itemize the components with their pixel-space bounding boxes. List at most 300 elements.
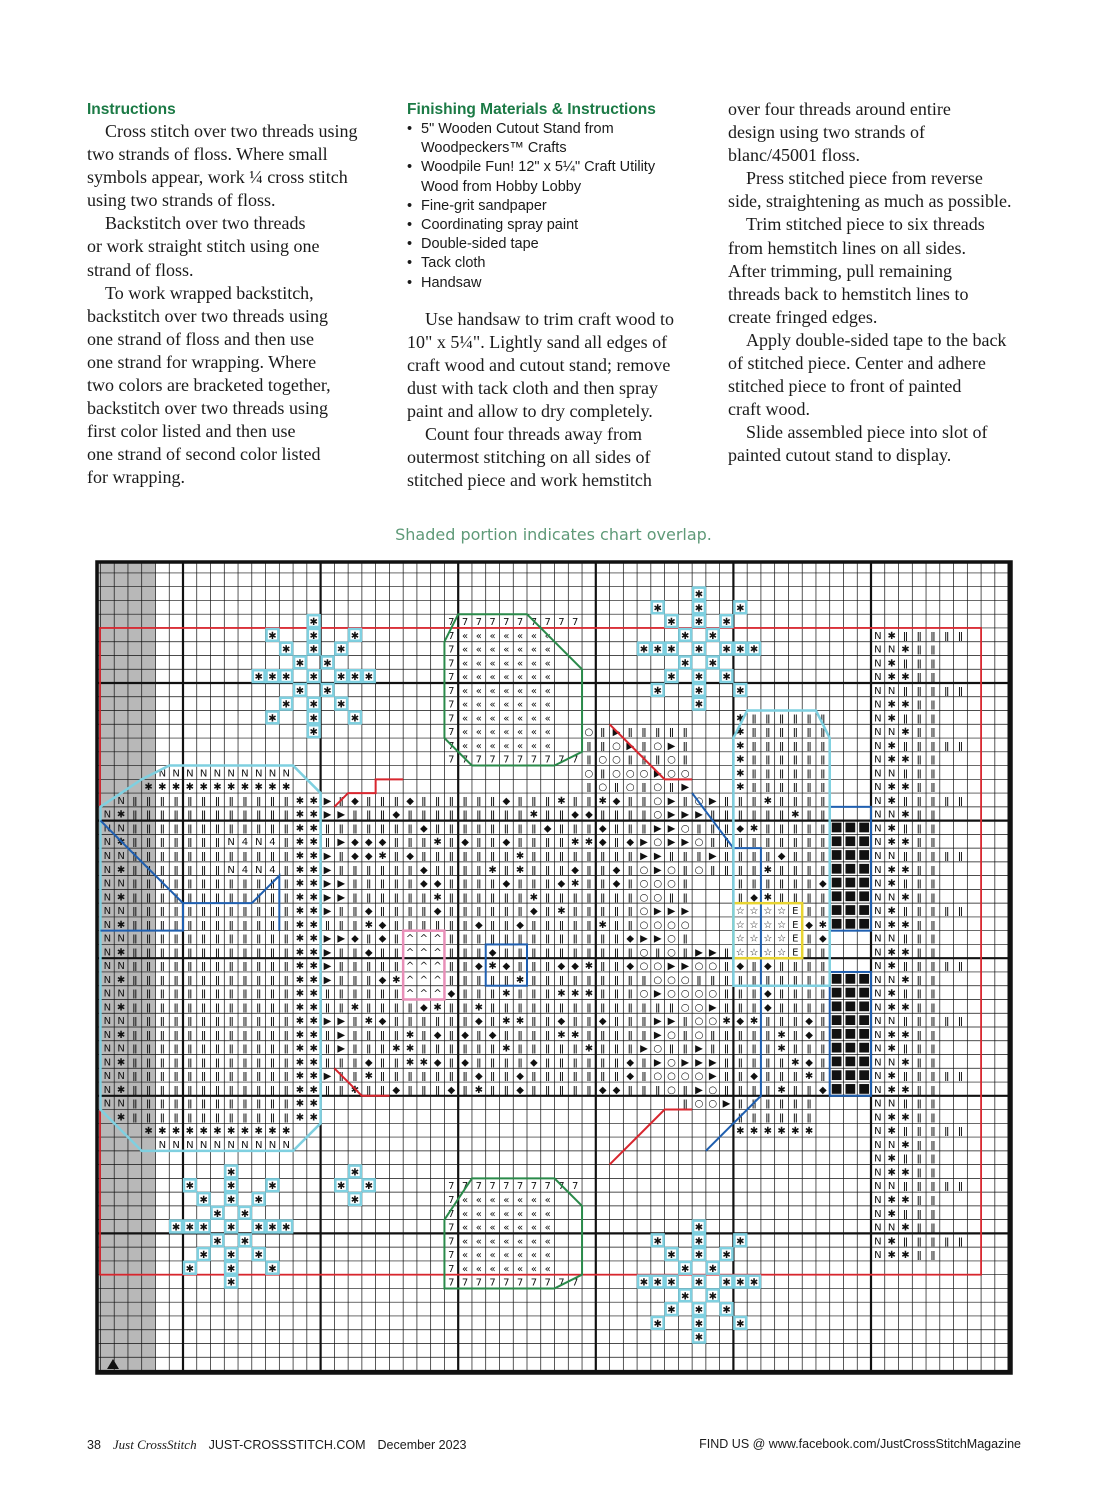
chart-symbol: ǁ [242,795,248,807]
chart-symbol: ○ [653,837,663,849]
chart-symbol: ǁ [393,947,399,959]
chart-symbol: ǁ [214,864,220,876]
chart-symbol: ǁ [586,851,592,862]
chart-symbol: ǁ [352,906,358,918]
chart-symbol: ǁ [187,1098,193,1110]
chart-symbol: « [489,1195,496,1206]
chart-symbol: ǁ [146,1002,152,1014]
chart-symbol: ✱ [116,1057,126,1069]
chart-symbol: ✱ [887,1250,896,1262]
chart-symbol: N [874,1153,882,1165]
chart-symbol: ǁ [146,1016,152,1028]
chart-symbol: ǁ [572,1016,578,1028]
chart-symbol: ǁ [820,782,826,794]
chart-symbol: ǁ [930,878,936,890]
chart-symbol: ◆ [392,809,401,821]
chart-symbol: ǁ [792,1016,798,1028]
chart-symbol: « [544,630,551,642]
chart-symbol: ǁ [586,782,592,794]
snowflake-symbol: ✱ [364,672,373,684]
chart-symbol: ○ [653,878,663,890]
chart-symbol: ǁ [503,892,509,904]
chart-symbol: ǁ [421,892,427,904]
text-line: create fringed edges. [728,306,878,327]
chart-symbol: ☆ [749,933,759,945]
chart-symbol: ☆ [763,947,773,959]
chart-symbol: ǁ [173,1002,179,1014]
chart-symbol: ✱ [901,754,910,766]
chart-symbol: ǁ [586,1029,592,1041]
chart-caption: Shaded portion indicates chart overlap. [395,525,712,544]
snowflake-symbol: ✱ [681,1291,690,1303]
chart-symbol: ǁ [737,1029,743,1041]
chart-symbol: ^ [433,933,442,945]
chart-symbol-square [832,1057,842,1067]
chart-symbol: ǁ [957,1236,963,1248]
chart-symbol: ǁ [421,1043,427,1055]
social-link[interactable]: FIND US @ www.facebook.com/JustCrossStitchMagazine [699,1437,1021,1451]
chart-symbol: ✱ [309,1071,318,1083]
chart-symbol: ǁ [930,1153,936,1165]
chart-symbol: ǁ [352,974,358,986]
chart-symbol: ▶ [653,1057,662,1069]
chart-symbol: ǁ [751,851,757,862]
snowflake-symbol: ✱ [681,630,690,642]
chart-symbol: ǁ [710,809,716,821]
chart-symbol: ☆ [735,933,745,945]
chart-symbol: ǁ [173,961,179,973]
chart-symbol: ǁ [201,1016,207,1028]
chart-symbol: ǁ [490,1084,496,1096]
chart-symbol: ǁ [944,740,950,752]
chart-symbol: ǁ [380,878,385,890]
snowflake-symbol: ✱ [295,658,305,670]
chart-symbol: ✱ [515,864,525,876]
chart-symbol: ✱ [226,782,236,794]
chart-symbol: « [462,740,469,752]
chart-symbol: ǁ [806,906,812,918]
chart-symbol: ǁ [737,892,743,904]
chart-symbol: ǁ [930,988,936,1000]
chart-symbol: ǁ [737,1002,743,1014]
chart-symbol-square [859,1001,869,1011]
chart-symbol: ǁ [779,809,785,821]
chart-symbol: ǁ [806,809,812,821]
chart-symbol: ǁ [366,988,372,1000]
chart-symbol: ǁ [283,988,289,1000]
chart-symbol: ǁ [283,906,289,918]
chart-symbol: ǁ [916,864,922,876]
chart-symbol: ▶ [323,947,332,959]
chart-symbol: ✱ [887,1167,896,1179]
chart-symbol: ✱ [295,809,305,821]
chart-symbol: « [475,1222,482,1234]
snowflake-symbol: ✱ [254,1195,263,1206]
chart-symbol: ǁ [613,906,619,918]
footer-left [87,1437,478,1453]
chart-symbol: 7 [544,1181,551,1193]
chart-symbol-square [845,988,855,998]
chart-symbol: ǁ [448,1071,454,1083]
chart-symbol: ǁ [765,878,771,890]
chart-symbol: ✱ [419,1057,428,1069]
text-line: over four threads around entire [728,99,951,119]
chart-symbol: ǁ [201,1057,207,1069]
chart-symbol: ◆ [612,878,621,890]
chart-symbol: N [887,1057,896,1069]
chart-symbol: ◆ [433,1029,442,1041]
chart-symbol: ǁ [627,892,633,904]
chart-symbol: ǁ [806,837,812,849]
chart-symbol: ✱ [901,1195,910,1206]
chart-symbol: ✱ [116,892,126,904]
chart-symbol: ǁ [228,892,234,904]
chart-symbol: ǁ [242,988,248,1000]
chart-symbol: 7 [558,1277,565,1289]
chart-symbol: « [475,727,482,739]
chart-symbol: N [874,1016,882,1028]
chart-symbol: ǁ [421,1071,427,1083]
chart-symbol: ✱ [887,1208,896,1220]
chart-symbol: ǁ [751,809,757,821]
chart-symbol: « [517,1222,524,1234]
chart-symbol: ǁ [173,851,179,862]
chart-symbol: 7 [475,754,483,766]
chart-symbol: ▶ [323,1016,332,1028]
chart-symbol: ǁ [957,1016,963,1028]
text-line: craft wood. [728,399,810,420]
chart-symbol: ǁ [930,795,936,807]
chart-symbol: ○ [639,947,649,959]
chart-symbol: ǁ [820,713,826,725]
chart-symbol: ǁ [779,974,785,986]
chart-symbol: N [282,1139,290,1151]
chart-symbol: ǁ [751,878,757,890]
chart-symbol: N [887,685,896,697]
chart-symbol: ǁ [916,809,922,821]
text-line: To work wrapped backstitch, [105,282,314,303]
chart-symbol: E [792,947,799,959]
chart-symbol: ◆ [818,1084,827,1096]
chart-symbol: ǁ [283,1002,289,1014]
chart-symbol: ǁ [792,1002,798,1014]
chart-symbol: ǁ [146,864,152,876]
chart-symbol: ✱ [901,864,910,876]
chart-symbol: ǁ [545,878,551,890]
chart-symbol: ✱ [405,1043,415,1055]
chart-symbol: ǁ [724,961,729,973]
chart-symbol: « [475,644,482,656]
chart-symbol: ǁ [462,1043,468,1055]
chart-symbol: ǁ [600,768,606,780]
chart-symbol: ◆ [419,864,428,876]
chart-symbol: ▶ [653,823,662,835]
chart-symbol: ǁ [792,878,798,890]
chart-symbol: ▶ [653,864,662,876]
chart-symbol-square [859,864,869,874]
chart-symbol: ǁ [916,906,922,918]
chart-symbol: ✱ [309,947,318,959]
chart-symbol: ǁ [682,864,688,876]
chart-symbol: ǁ [201,864,207,876]
chart-symbol: ✱ [309,878,318,890]
chart-symbol: ǁ [490,892,496,904]
chart-symbol: ǁ [159,974,165,986]
text-line: from hemstitch lines on all sides. [728,237,966,258]
chart-symbol: ǁ [228,947,234,959]
chart-symbol: ǁ [820,768,826,780]
chart-symbol: ✱ [309,988,318,1000]
chart-symbol: ǁ [242,1016,248,1028]
snowflake-symbol: ✱ [268,1181,277,1193]
chart-symbol: ǁ [572,1043,578,1055]
chart-symbol: ǁ [545,1043,551,1055]
chart-symbol: ǁ [710,864,716,876]
chart-symbol: « [544,1250,551,1262]
chart-symbol: ◆ [543,823,552,835]
chart-symbol: N [117,933,125,945]
chart-symbol: ǁ [613,919,619,931]
chart-symbol: ǁ [779,837,785,849]
chart-symbol: ǁ [558,933,564,945]
chart-symbol: « [462,672,469,684]
chart-symbol: N [874,1029,882,1041]
chart-symbol: ǁ [545,892,551,904]
chart-symbol: ǁ [737,809,743,821]
chart-symbol: ǁ [201,961,207,973]
chart-symbol: ✱ [254,782,263,794]
chart-symbol: ǁ [214,1002,220,1014]
material-line: Wood from Hobby Lobby [421,178,582,195]
chart-symbol-square [859,1029,869,1039]
snowflake-symbol: ✱ [337,1181,346,1193]
chart-symbol: ǁ [187,1112,193,1124]
chart-symbol: « [475,672,482,684]
chart-symbol: ǁ [627,809,633,821]
snowflake-symbol: ✱ [226,1222,236,1234]
chart-symbol: ǁ [490,1057,496,1069]
chart-symbol: 7 [530,754,538,766]
chart-symbol: N [874,1112,882,1124]
chart-symbol-square [832,1029,842,1039]
chart-symbol: ǁ [902,713,908,725]
chart-symbol: « [517,713,524,725]
chart-symbol: ◆ [364,1057,373,1069]
chart-symbol: ǁ [338,906,344,918]
chart-symbol: ǁ [710,1043,716,1055]
chart-symbol: 7 [461,754,469,766]
chart-symbol: ǁ [407,1071,413,1083]
chart-symbol: ǁ [476,974,482,986]
text-line: painted cutout stand to display. [728,445,952,466]
chart-symbol: N [117,961,125,973]
chart-symbol: ☆ [749,906,759,918]
chart-symbol: ◆ [378,837,387,849]
chart-symbol: ǁ [476,1057,482,1069]
snowflake-symbol: ✱ [254,1222,263,1234]
chart-symbol: ǁ [902,1126,908,1138]
chart-symbol: 7 [461,1277,469,1289]
chart-symbol: ǁ [806,1098,812,1110]
chart-symbol: ✱ [488,961,497,973]
chart-symbol: N [874,906,882,918]
chart-symbol: ▶ [640,1043,648,1055]
chart-symbol: ^ [419,947,428,959]
chart-symbol: ǁ [283,1057,289,1069]
chart-symbol: ○ [598,754,608,766]
chart-symbol: « [517,1195,524,1206]
chart-symbol: ǁ [228,961,234,973]
chart-symbol: ǁ [916,823,922,835]
chart-symbol: ǁ [930,699,936,711]
chart-symbol: ǁ [159,1071,165,1083]
chart-symbol: ǁ [779,727,785,739]
chart-symbol: ǁ [902,1016,908,1028]
chart-symbol: ◆ [598,1016,607,1028]
chart-symbol: ǁ [682,795,688,807]
chart-symbol: ▶ [681,782,690,794]
chart-symbol: ǁ [159,809,165,821]
chart-symbol: ǁ [366,823,372,835]
chart-symbol: ✱ [901,809,910,821]
chart-symbol: ○ [694,1098,704,1110]
chart-symbol: ◆ [763,961,772,973]
chart-symbol: ▶ [667,906,676,918]
chart-symbol: ǁ [132,933,138,945]
chart-symbol: ✱ [309,1112,318,1124]
chart-symbol: ǁ [641,795,647,807]
chart-symbol: ǁ [214,933,220,945]
chart-symbol: ○ [680,768,690,780]
snowflake-symbol: ✱ [653,1318,662,1330]
snowflake-symbol: ✱ [323,658,332,670]
chart-symbol: N [887,644,896,656]
chart-symbol: ǁ [187,1002,193,1014]
chart-symbol: ^ [405,974,415,986]
chart-symbol: ǁ [916,947,922,959]
chart-symbol: ǁ [902,1181,908,1193]
chart-symbol: N [874,1181,882,1193]
chart-symbol: ǁ [228,988,234,1000]
chart-symbol: ▶ [323,864,332,876]
chart-symbol: « [544,1195,551,1206]
chart-symbol: ✱ [116,809,126,821]
chart-symbol: ○ [653,892,663,904]
chart-symbol: ǁ [545,1016,551,1028]
chart-symbol: ▶ [323,974,332,986]
chart-symbol: ǁ [242,809,248,821]
chart-symbol: ◆ [626,1071,635,1083]
chart-symbol: ǁ [916,1112,922,1124]
chart-symbol: ✱ [887,1029,896,1041]
chart-symbol: ǁ [159,947,165,959]
chart-symbol: ○ [612,740,621,752]
chart-symbol: 7 [475,617,483,629]
chart-symbol: ǁ [682,892,688,904]
snowflake-symbol: ✱ [667,1305,676,1317]
chart-symbol: ǁ [737,974,743,986]
chart-symbol: ǁ [146,1112,152,1124]
chart-symbol: ǁ [531,974,537,986]
chart-symbol: N [158,1139,167,1151]
chart-symbol: ǁ [325,823,330,835]
chart-symbol: ǁ [930,1057,936,1069]
chart-symbol: ǁ [558,1057,564,1069]
chart-symbol: N [213,768,222,780]
chart-symbol: ǁ [669,892,674,904]
chart-symbol: ◆ [447,1084,456,1096]
chart-symbol: ǁ [531,1029,537,1041]
snowflake-symbol: ✱ [364,1181,373,1193]
chart-symbol: ǁ [916,988,922,1000]
chart-symbol: ǁ [930,1208,936,1220]
chart-symbol: N [103,823,112,835]
chart-symbol-square [832,919,842,929]
chart-symbol: « [475,1250,482,1262]
chart-symbol: ✱ [901,1084,910,1096]
chart-symbol: ǁ [806,892,812,904]
snowflake-symbol: ✱ [254,1250,263,1262]
chart-symbol: ◆ [474,1016,483,1028]
snowflake-symbol: ✱ [639,644,649,656]
chart-symbol: ^ [433,961,442,973]
chart-symbol: N [103,1098,112,1110]
chart-symbol: ǁ [517,809,523,821]
chart-symbol: ○ [639,864,649,876]
text-line: outermost stitching on all sides of [407,447,651,468]
snowflake-symbol: ✱ [722,1305,731,1317]
chart-symbol: ǁ [435,919,441,931]
chart-symbol: ǁ [613,1016,619,1028]
chart-symbol: ǁ [545,864,551,876]
snowflake-symbol: ✱ [337,672,346,684]
chart-symbol: ▶ [337,1029,346,1041]
chart-symbol: ǁ [586,754,592,766]
chart-symbol: ǁ [338,947,344,959]
chart-symbol: N [103,1043,112,1055]
chart-symbol: ◆ [626,837,635,849]
chart-symbol: ǁ [957,1181,963,1193]
chart-symbol: ǁ [269,892,275,904]
chart-symbol: ○ [708,1084,718,1096]
chart-symbol: « [530,1250,537,1262]
chart-symbol: ǁ [682,1084,688,1096]
chart-symbol: ǁ [737,1057,743,1069]
chart-symbol: ǁ [517,988,523,1000]
chart-symbol: ǁ [930,1195,936,1206]
material-line: • Handsaw [421,274,482,291]
chart-symbol: ǁ [792,1112,798,1124]
chart-symbol: ǁ [435,823,441,835]
chart-symbol: ✱ [240,782,250,794]
chart-symbol: ǁ [792,782,798,794]
material-line: Woodpeckers™ Crafts [421,140,567,157]
chart-symbol: ǁ [779,1098,785,1110]
chart-symbol: ǁ [531,1071,537,1083]
chart-symbol: ǁ [448,961,454,973]
chart-symbol: ǁ [572,933,578,945]
chart-symbol-square [845,836,855,846]
chart-symbol: ǁ [627,851,633,862]
chart-symbol: ǁ [627,1002,633,1014]
chart-symbol: ǁ [531,864,537,876]
chart-symbol: ǁ [352,961,358,973]
chart-symbol: ǁ [393,823,399,835]
chart-symbol: ○ [667,754,676,766]
chart-symbol: ✱ [887,713,896,725]
chart-symbol: ǁ [641,1016,647,1028]
chart-symbol: ◆ [474,961,483,973]
